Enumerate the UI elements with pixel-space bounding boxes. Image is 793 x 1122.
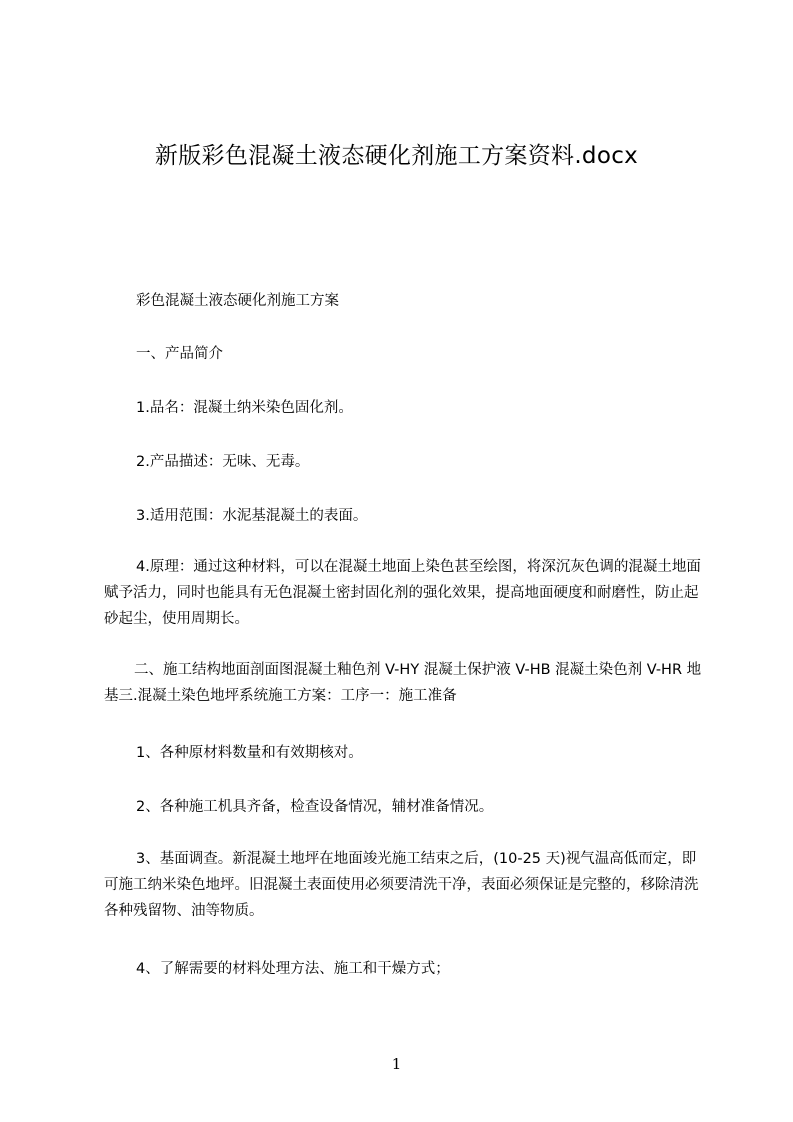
paragraph: 二、施工结构地面剖面图混凝土釉色剂 V-HY 混凝土保护液 V-HB 混凝土染色剂 V-HR 地基三.混凝土染色地坪系统施工方案：工序一：施工准备 — [104, 662, 702, 704]
paragraph: 3、基面调查。新混凝土地坪在地面竣光施工结束之后，(10-25 天)视气温高低而定，即可施工纳米染色地坪。旧混凝土表面使用必须要清洗干净，表面必须保证是完整的，移除清洗各种残留物、油等物质。 — [104, 851, 699, 919]
paragraph: 2.产品描述：无味、无毒。 — [136, 454, 310, 470]
paragraph: 3.适用范围：水泥基混凝土的表面。 — [136, 508, 368, 524]
document-title: 新版彩色混凝土液态硬化剂施工方案资料.docx — [154, 143, 639, 169]
paragraph: 2、各种施工机具齐备，检查设备情况，辅材准备情况。 — [136, 799, 494, 815]
paragraph: 1.品名：混凝土纳米染色固化剂。 — [136, 400, 353, 416]
paragraph: 4.原理：通过这种材料，可以在混凝土地面上染色甚至绘图，将深沉灰色调的混凝土地面赋予活力，同时也能具有无色混凝土密封固化剂的强化效果，提高地面硬度和耐磨性，防止起砂起尘，使用周期长。 — [104, 559, 701, 627]
page-number: 1 — [391, 1055, 402, 1073]
section-heading: 一、产品简介 — [136, 346, 223, 362]
paragraph: 1、各种原材料数量和有效期核对。 — [136, 745, 363, 761]
section-heading: 彩色混凝土液态硬化剂施工方案 — [136, 293, 339, 309]
paragraph: 4、了解需要的材料处理方法、施工和干燥方式； — [136, 961, 450, 977]
